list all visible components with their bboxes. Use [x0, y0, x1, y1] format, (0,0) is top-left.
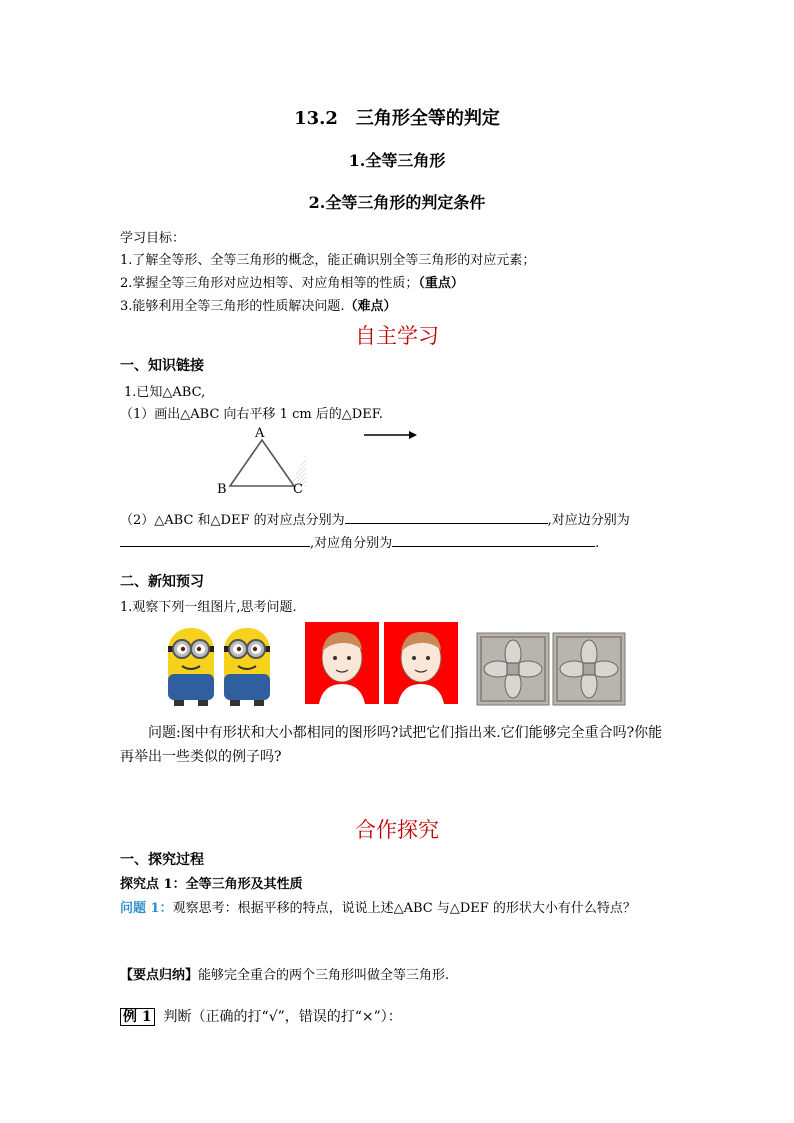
triangle-abc — [230, 440, 294, 486]
problem-1-label: 问题 1： — [120, 901, 173, 916]
question-1-part-1: （1）画出△ABC 向右平移 1 cm 后的△DEF. — [120, 407, 383, 422]
vertex-label-a: A — [255, 426, 265, 441]
section-cooperation-title: 合作探究 — [355, 818, 439, 842]
problem-1 — [120, 897, 636, 916]
q1-2-text-a: （2）△ABC 和△DEF 的对应点分别为 — [120, 513, 345, 528]
translation-arrow-head — [409, 431, 417, 439]
tiles-picture — [476, 632, 626, 706]
q1-2-text-c: ,对应角分别为 — [310, 536, 393, 551]
face-picture-left — [305, 622, 379, 704]
face-picture-right — [384, 622, 458, 704]
subtitle-2: 2.全等三角形的判定条件 — [308, 193, 486, 212]
tile-right — [553, 633, 625, 705]
question-line-1: 问题:图中有形状和大小都相同的图形吗?试把它们指出来.它们能够完全重合吗?你能 — [148, 725, 663, 741]
objective-2-text: 2.掌握全等三角形对应边相等、对应角相等的性质； — [120, 276, 419, 291]
tile-left — [477, 633, 549, 705]
minion-right — [224, 628, 270, 706]
objective-3-text: 3.能够利用全等三角形的性质解决问题. — [120, 299, 345, 314]
question-1: 1.已知△ABC, — [124, 385, 206, 400]
subtitle-1: 1.全等三角形 — [348, 151, 446, 170]
example-1 — [120, 1006, 402, 1026]
example-1-text: 判断（正确的打“√”，错误的打“×”）： — [163, 1009, 402, 1025]
vertex-label-c: C — [293, 482, 303, 497]
objective-3-tag: （难点） — [344, 299, 397, 314]
page-title: 13.2 三角形全等的判定 — [294, 108, 500, 129]
observe-instruction: 1.观察下列一组图片,思考问题. — [120, 600, 297, 615]
question-1-part-2-line-2 — [120, 532, 599, 551]
minion-left — [168, 628, 214, 706]
minions-picture — [160, 622, 285, 710]
answer-blank-points[interactable] — [345, 509, 548, 524]
q1-2-text-b: ,对应边分别为 — [547, 513, 630, 528]
answer-blank-angles[interactable] — [392, 532, 595, 547]
key-summary — [120, 964, 449, 983]
objectives-label: 学习目标： — [120, 231, 186, 246]
vertex-label-b: B — [217, 482, 227, 497]
section-self-study-title: 自主学习 — [355, 324, 439, 348]
example-1-label: 例 1 — [120, 1008, 155, 1026]
objective-2 — [120, 272, 464, 291]
triangle-abc-figure — [210, 424, 430, 500]
exploration-process-heading: 一、探究过程 — [120, 852, 204, 868]
key-summary-label: 【要点归纳】 — [120, 968, 199, 983]
question-1-part-2-line-1 — [120, 509, 630, 528]
objective-1: 1.了解全等形、全等三角形的概念，能正确识别全等三角形的对应元素； — [120, 253, 536, 268]
answer-blank-sides[interactable] — [120, 532, 310, 547]
key-summary-text: 能够完全重合的两个三角形叫做全等三角形. — [198, 968, 450, 983]
explore-point-1: 探究点 1：全等三角形及其性质 — [120, 877, 303, 892]
question-line-2: 再举出一些类似的例子吗? — [120, 749, 282, 765]
new-knowledge-heading: 二、新知预习 — [120, 574, 204, 590]
q1-2-text-d: . — [595, 536, 600, 551]
knowledge-link-heading: 一、知识链接 — [120, 358, 204, 374]
problem-1-text: 观察思考：根据平移的特点，说说上述△ABC 与△DEF 的形状大小有什么特点？ — [172, 901, 636, 916]
objective-3 — [120, 295, 397, 314]
objective-2-tag: （重点） — [418, 276, 464, 291]
